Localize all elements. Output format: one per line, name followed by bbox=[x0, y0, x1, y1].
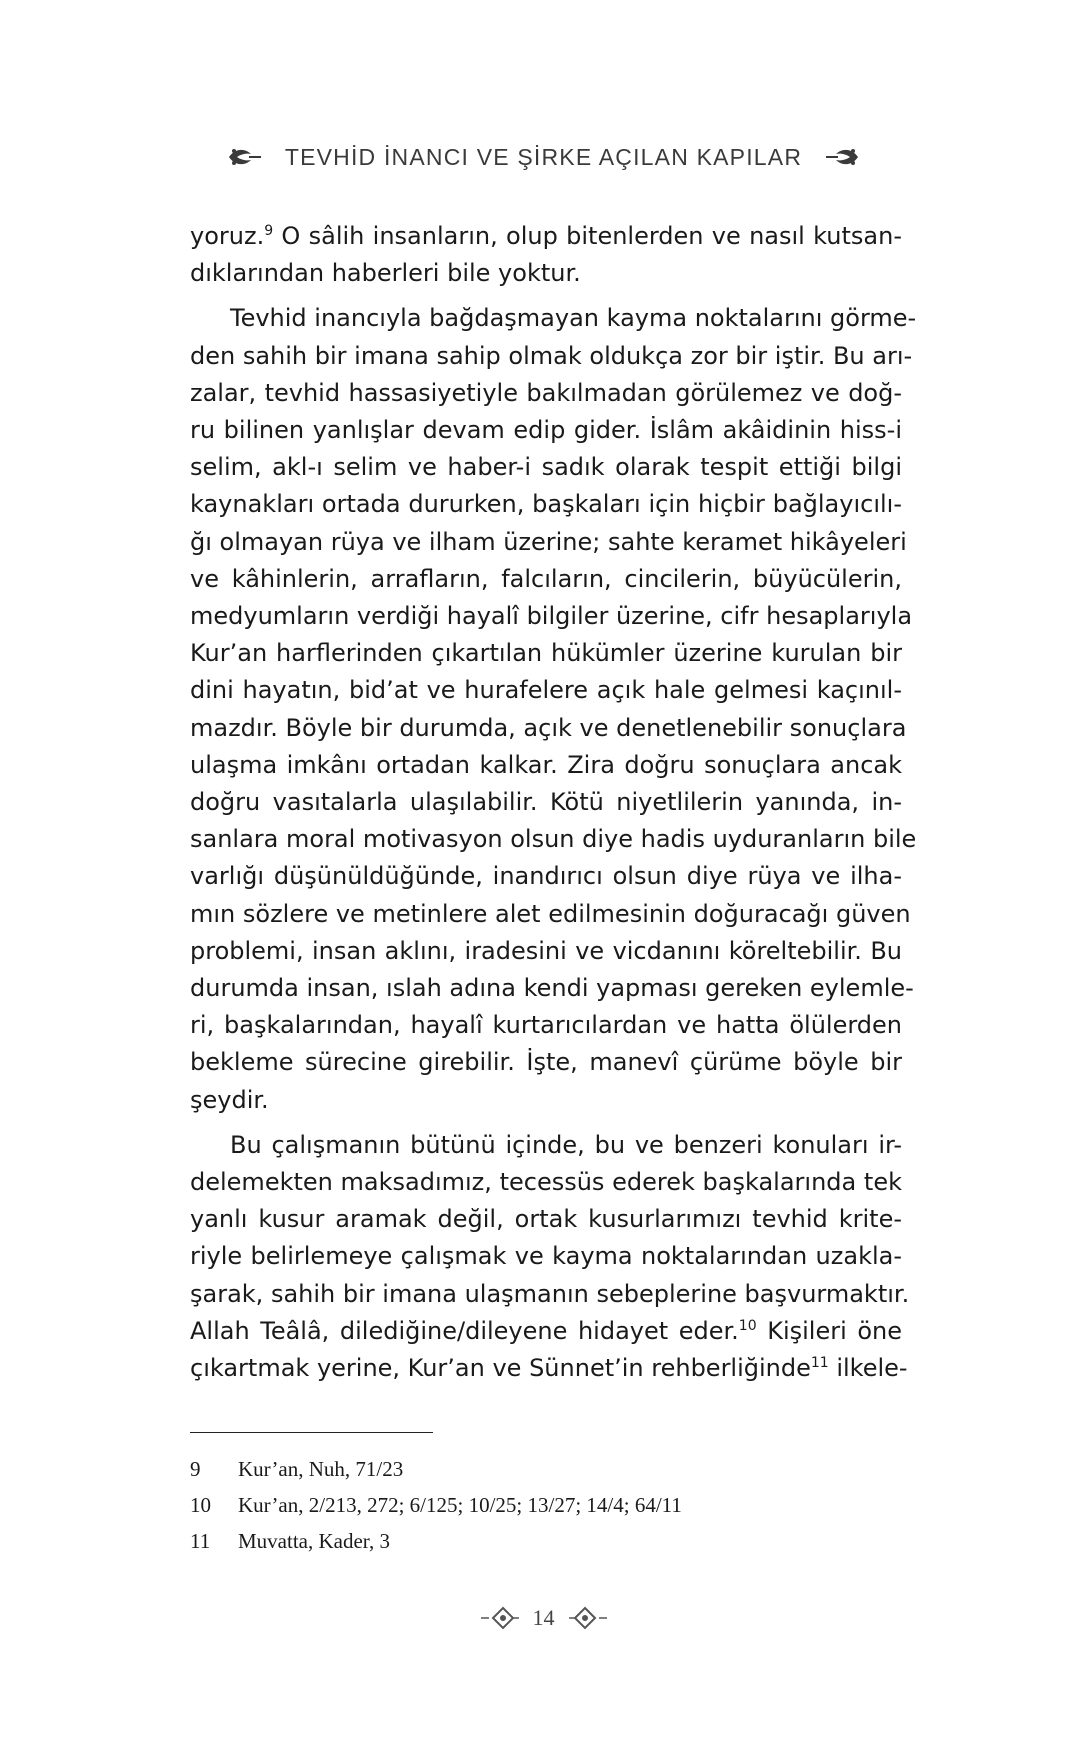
text-line: ulaşma imkânı ortadan kalkar. Zira doğru sonuçlara ancak bbox=[190, 750, 902, 779]
running-header bbox=[0, 140, 1087, 174]
footnote-text: Kur’an, Nuh, 71/23 bbox=[238, 1457, 404, 1481]
text-line: mazdır. Böyle bir durumda, açık ve denetlenebilir sonuçlara bbox=[190, 713, 907, 742]
footnote-item bbox=[190, 1487, 902, 1523]
text-line: sanlara moral motivasyon olsun diye hadis uyduranların bile bbox=[190, 825, 917, 854]
footnote-item bbox=[190, 1523, 902, 1559]
text-line: Bu çalışmanın bütünü içinde, bu ve benzeri konuları ir- bbox=[230, 1130, 902, 1159]
text-line: şeydir. bbox=[190, 1085, 269, 1114]
footnote-ref-10: 10 bbox=[738, 1317, 757, 1334]
text-line: varlığı düşünüldüğünde, inandırıcı olsun diye rüya ve ilha- bbox=[190, 862, 902, 891]
running-header-title: TEVHİD İNANCI VE ŞİRKE AÇILAN KAPILAR bbox=[284, 143, 803, 170]
diamond-ornament-icon bbox=[479, 1603, 519, 1633]
text-line: medyumların verdiği hayalî bilgiler üzerine, cifr hesaplarıyla bbox=[190, 602, 913, 631]
text-line: dıklarından haberleri bile yoktur. bbox=[190, 259, 581, 288]
text-line: bekleme sürecine girebilir. İşte, manevî çürüme böyle bir bbox=[190, 1048, 902, 1077]
main-body-text bbox=[190, 218, 917, 1387]
footnote-number: 11 bbox=[190, 1529, 211, 1553]
text-line: ğı olmayan rüya ve ilham üzerine; sahte keramet hikâyeleri bbox=[190, 527, 907, 556]
text-line: kaynakları ortada dururken, başkaları için hiçbir bağlayıcılı- bbox=[190, 490, 902, 519]
text-line: doğru vasıtalarla ulaşılabilir. Kötü niyetlilerin yanında, in- bbox=[190, 788, 902, 817]
footnote-divider bbox=[190, 1432, 433, 1433]
footnote-text: Muvatta, Kader, 3 bbox=[238, 1529, 390, 1553]
text-line: selim, akl-ı selim ve haber-i sadık olarak tespit ettiği bilgi bbox=[190, 453, 902, 482]
text-line: zalar, tevhid hassasiyetiyle bakılmadan görülemez ve doğ- bbox=[190, 378, 902, 407]
text-line: şarak, sahih bir imana ulaşmanın sebeplerine başvurmaktır. bbox=[190, 1279, 910, 1308]
text-line: riyle belirlemeye çalışmak ve kayma noktalarından uzakla- bbox=[190, 1242, 902, 1271]
text-line: Tevhid inancıyla bağdaşmayan kayma noktalarını görme- bbox=[230, 304, 917, 333]
text-line: delemekten maksadımız, tecessüs ederek başkalarında tek bbox=[190, 1168, 902, 1197]
text-line: yoruz.$^9$ O sâlih insanların, olup bitenlerden ve nasıl kutsan- bbox=[190, 222, 902, 250]
text-line: den sahih bir imana sahip olmak oldukça zor bir iştir. Bu arı- bbox=[190, 341, 913, 370]
text-line: mın sözlere ve metinlere alet edilmesinin doğuracağı güven bbox=[190, 899, 911, 928]
page-footer bbox=[0, 1603, 1087, 1633]
footnote-ref-11: 11 bbox=[810, 1355, 829, 1372]
diamond-ornament-icon bbox=[569, 1603, 609, 1633]
text-line: ri, başkalarından, hayalî kurtarıcılardan ve hatta ölülerden bbox=[190, 1011, 902, 1040]
footnote-ref-9: 9 bbox=[264, 223, 274, 239]
footnotes bbox=[190, 1451, 902, 1559]
footnote-number: 10 bbox=[190, 1493, 211, 1517]
leaf-ornament-icon bbox=[225, 142, 263, 172]
text-line: problemi, insan aklını, iradesini ve vicdanını köreltebilir. Bu bbox=[190, 936, 902, 965]
page-number: 14 bbox=[532, 1605, 555, 1630]
footnote-number: 9 bbox=[190, 1457, 201, 1481]
text-line: dini hayatın, bid’at ve hurafelere açık hale gelmesi kaçınıl- bbox=[190, 676, 902, 705]
text-line: yanlı kusur aramak değil, ortak kusurlarımızı tevhid krite- bbox=[190, 1205, 902, 1234]
text-line: çıkartmak yerine, Kur’an ve Sünnet’in rehberliğinde$^{11}$ ilkele- bbox=[190, 1354, 908, 1383]
text-line: durumda insan, ıslah adına kendi yapması gereken eylemle- bbox=[190, 974, 914, 1003]
leaf-ornament-icon bbox=[824, 142, 862, 172]
text-line: Allah Teâlâ, dilediğine/dileyene hidayet eder.$^{10}$ Kişileri öne bbox=[190, 1316, 902, 1345]
text-line: ve kâhinlerin, arrafların, falcıların, cincilerin, büyücülerin, bbox=[190, 564, 902, 593]
footnote-item bbox=[190, 1451, 902, 1487]
footnote-text: Kur’an, 2/213, 272; 6/125; 10/25; 13/27; 14/4; 64/11 bbox=[238, 1493, 682, 1517]
text-line: Kur’an harflerinden çıkartılan hükümler üzerine kurulan bir bbox=[190, 639, 902, 668]
text-line: ru bilinen yanlışlar devam edip gider. İslâm akâidinin hiss-i bbox=[190, 416, 902, 445]
